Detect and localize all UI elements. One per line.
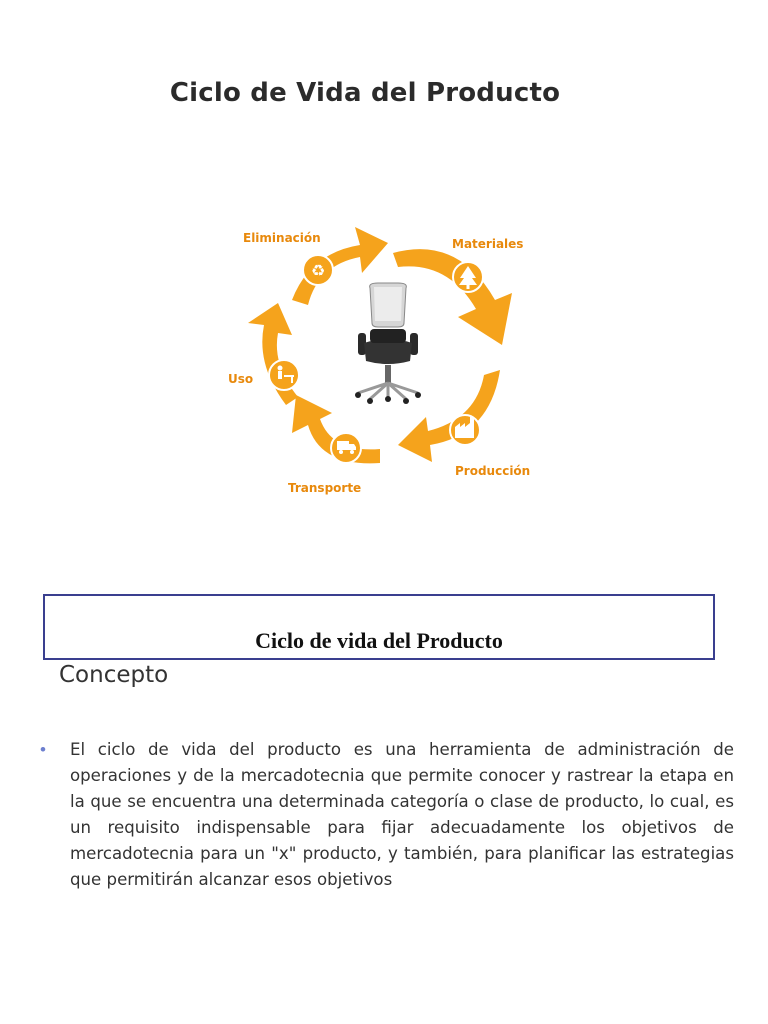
lifecycle-diagram [200, 205, 560, 510]
stage-label-transporte: Transporte [288, 481, 362, 495]
concept-bullet [40, 737, 734, 893]
arrow-materiales-to-produccion [393, 249, 512, 345]
page-title: Ciclo de Vida del Producto [169, 78, 561, 108]
arrow-produccion-to-transporte [398, 370, 500, 462]
truck-icon [331, 433, 361, 463]
stage-label-eliminacion: Eliminación [243, 231, 321, 245]
svg-text:♻: ♻ [310, 261, 326, 280]
concept-text: El ciclo de vida del producto es una herramienta de administración de operaciones y de la mercadotecnia que permite conocer y rastrear la etapa en la que se encuentra una determinada categoría o clase de producto, lo cual, es un requisito indispensable para fijar adecuadamente los objetivos de mercadotecnia para un "x" producto, y también, para planificar las estrategias que permitirán alcanzar esos objetivos [70, 740, 734, 889]
section-title: Ciclo de vida del Producto [255, 628, 503, 653]
tree-icon [453, 262, 483, 292]
bullet-dot-icon: • [40, 740, 46, 759]
factory-icon [450, 415, 480, 445]
section-title-box [43, 594, 715, 660]
lifecycle-cycle-svg [200, 205, 560, 510]
arrow-uso-to-eliminacion [248, 303, 298, 405]
concept-heading: Concepto [59, 662, 169, 688]
stage-label-uso: Uso [228, 372, 254, 386]
stage-label-produccion: Producción [455, 464, 531, 478]
recycle-icon [303, 255, 333, 285]
person-at-desk-icon [269, 360, 299, 390]
office-chair-image [355, 283, 421, 404]
stage-label-materiales: Materiales [452, 237, 524, 251]
